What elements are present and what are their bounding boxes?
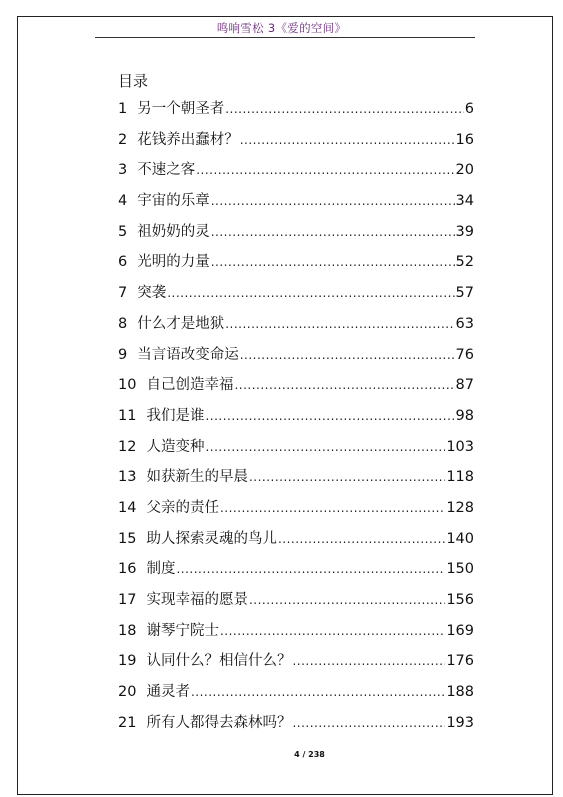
toc-entry-page: 150 <box>446 561 474 578</box>
toc-dot-leader <box>205 432 445 463</box>
toc-entry-title: 光明的力量 <box>137 254 210 271</box>
toc-entry-page: 118 <box>446 469 474 486</box>
toc-entry-number: 13 <box>118 469 137 486</box>
toc-entry-number: 19 <box>118 653 137 670</box>
toc-entry[interactable] <box>118 155 474 186</box>
toc-entry-number: 20 <box>118 684 137 701</box>
toc-entry-title: 祖奶奶的灵 <box>137 223 210 240</box>
toc-entry-title: 助人探索灵魂的鸟儿 <box>146 530 277 547</box>
toc-dot-leader <box>211 186 455 217</box>
toc-entry-number: 9 <box>118 346 128 363</box>
toc-entry[interactable] <box>118 493 474 524</box>
toc-entry[interactable] <box>118 94 474 125</box>
toc-entry-title: 什么才是地狱 <box>137 315 225 332</box>
page-number: 4 / 238 <box>294 750 325 759</box>
toc-entry-title: 通灵者 <box>146 684 190 701</box>
toc-entry[interactable] <box>118 554 474 585</box>
toc-dot-leader <box>249 462 445 493</box>
toc-entry[interactable] <box>118 646 474 677</box>
toc-entry-title: 当言语改变命运 <box>137 346 239 363</box>
toc-entry-title: 制度 <box>146 561 176 578</box>
toc-dot-leader <box>167 278 454 309</box>
toc-entry-number: 6 <box>118 254 128 271</box>
toc-entry-number: 3 <box>118 162 128 179</box>
toc-entry-page: 140 <box>446 530 474 547</box>
toc-entry-page: 169 <box>446 622 474 639</box>
toc-entry[interactable] <box>118 309 474 340</box>
toc-entry-number: 14 <box>118 499 137 516</box>
header-divider <box>95 37 475 38</box>
toc-entry-title: 认同什么？相信什么？ <box>146 653 292 670</box>
toc-entry[interactable] <box>118 524 474 555</box>
table-of-contents <box>118 94 474 738</box>
toc-entry-page: 98 <box>455 407 474 424</box>
toc-entry-page: 20 <box>455 162 474 179</box>
toc-entry-page: 156 <box>446 592 474 608</box>
toc-entry-number: 10 <box>118 377 137 394</box>
toc-entry-page: 76 <box>455 346 474 363</box>
toc-entry-number: 16 <box>118 561 137 578</box>
toc-entry-title: 所有人都得去森林吗？ <box>146 714 292 731</box>
toc-entry[interactable] <box>118 370 474 401</box>
toc-entry-page: 188 <box>446 684 474 701</box>
toc-entry-title: 谢琴宁院士 <box>146 622 219 639</box>
toc-entry-page: 6 <box>464 101 474 117</box>
toc-entry-number: 17 <box>118 592 137 608</box>
toc-title: 目录 <box>118 72 149 90</box>
toc-entry-title: 不速之客 <box>137 162 196 179</box>
toc-dot-leader <box>225 94 464 125</box>
toc-entry-title: 花钱养出蠢材？ <box>137 131 239 148</box>
toc-dot-leader <box>292 646 445 677</box>
toc-entry[interactable] <box>118 186 474 217</box>
toc-dot-leader <box>234 370 454 401</box>
toc-entry-number: 2 <box>118 131 128 148</box>
toc-entry-title: 突袭 <box>137 285 167 302</box>
toc-dot-leader <box>211 247 455 278</box>
toc-entry-page: 16 <box>455 131 474 148</box>
toc-entry-number: 18 <box>118 622 137 639</box>
toc-entry[interactable] <box>118 616 474 647</box>
toc-dot-leader <box>240 340 455 371</box>
toc-entry-title: 我们是谁 <box>146 407 205 424</box>
toc-entry[interactable] <box>118 278 474 309</box>
toc-entry-page: 57 <box>455 285 474 302</box>
toc-entry-title: 如获新生的早晨 <box>146 469 248 486</box>
toc-entry-title: 人造变种 <box>146 438 205 455</box>
toc-entry-number: 4 <box>118 193 128 210</box>
toc-entry-number: 12 <box>118 438 137 455</box>
toc-entry-page: 128 <box>446 499 474 516</box>
toc-dot-leader <box>225 309 454 340</box>
toc-entry-title: 自己创造幸福 <box>146 377 234 394</box>
toc-entry-number: 21 <box>118 714 137 731</box>
toc-dot-leader <box>220 493 445 524</box>
toc-entry-page: 87 <box>455 377 474 394</box>
toc-entry-number: 7 <box>118 285 128 302</box>
toc-entry-page: 103 <box>446 438 474 455</box>
toc-entry-page: 63 <box>455 315 474 332</box>
toc-entry-page: 39 <box>455 223 474 240</box>
toc-entry-number: 5 <box>118 223 128 240</box>
toc-dot-leader <box>176 554 445 585</box>
toc-entry[interactable] <box>118 217 474 248</box>
toc-entry[interactable] <box>118 247 474 278</box>
running-header: 鸣响雪松 3《爱的空间》 <box>216 21 347 35</box>
toc-entry-title: 父亲的责任 <box>146 499 219 516</box>
toc-dot-leader <box>220 616 445 647</box>
toc-entry-page: 34 <box>455 193 474 210</box>
toc-dot-leader <box>249 585 445 616</box>
toc-entry-number: 11 <box>118 407 137 424</box>
toc-entry[interactable] <box>118 677 474 708</box>
toc-entry-title: 宇宙的乐章 <box>137 193 210 210</box>
toc-entry-number: 8 <box>118 315 128 332</box>
toc-dot-leader <box>205 401 454 432</box>
toc-dot-leader <box>240 125 455 156</box>
toc-entry-title: 实现幸福的愿景 <box>146 592 248 608</box>
toc-entry[interactable] <box>118 708 474 739</box>
toc-entry-page: 176 <box>446 653 474 670</box>
toc-entry[interactable] <box>118 585 474 616</box>
toc-entry[interactable] <box>118 340 474 371</box>
toc-entry-page: 193 <box>446 714 474 731</box>
toc-entry[interactable] <box>118 125 474 156</box>
toc-dot-leader <box>278 524 445 555</box>
toc-entry[interactable] <box>118 462 474 493</box>
toc-entry-title: 另一个朝圣者 <box>137 101 225 117</box>
toc-dot-leader <box>196 155 454 186</box>
toc-entry-number: 15 <box>118 530 137 547</box>
toc-entry[interactable] <box>118 401 474 432</box>
toc-entry-number: 1 <box>118 101 128 117</box>
toc-dot-leader <box>191 677 445 708</box>
toc-dot-leader <box>292 708 445 739</box>
toc-dot-leader <box>211 217 455 248</box>
toc-entry-page: 52 <box>455 254 474 271</box>
toc-entry[interactable] <box>118 432 474 463</box>
